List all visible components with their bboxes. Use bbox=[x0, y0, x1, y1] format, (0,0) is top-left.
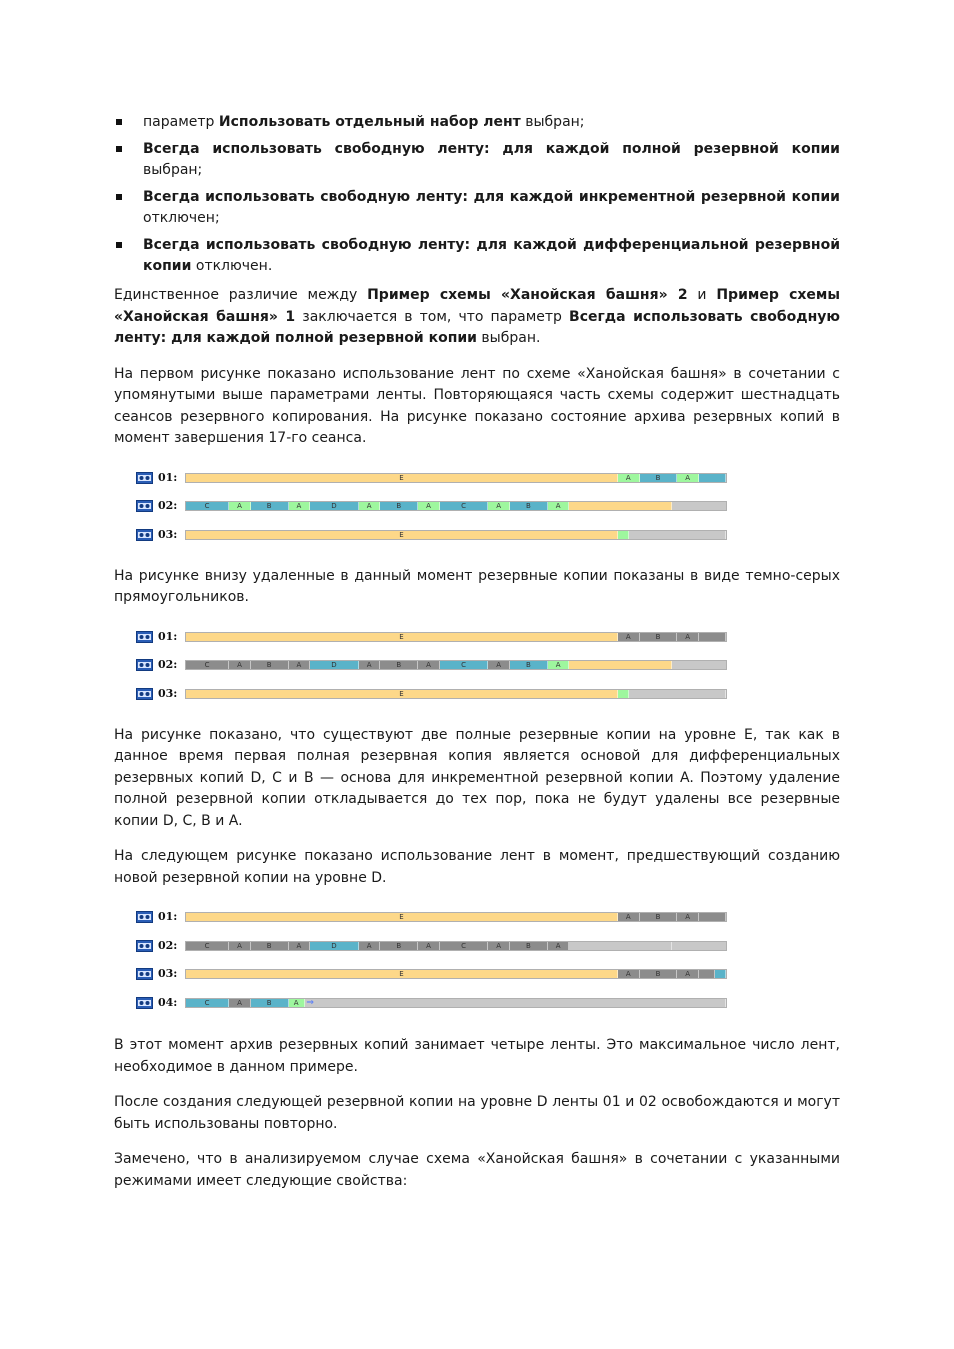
text: заключается в том, что параметр bbox=[295, 308, 570, 325]
backup-segment: D bbox=[310, 942, 359, 950]
backup-segment bbox=[618, 531, 629, 539]
bullet-item bbox=[114, 112, 840, 133]
tape-row bbox=[136, 940, 856, 953]
tape-row bbox=[136, 997, 856, 1010]
backup-segment: A bbox=[548, 502, 570, 510]
bullet-text: выбран; bbox=[520, 114, 585, 130]
bullet-square-icon bbox=[116, 119, 122, 125]
text: и bbox=[687, 287, 717, 303]
tape-bar bbox=[185, 998, 727, 1008]
backup-segment: B bbox=[251, 661, 289, 669]
backup-segment bbox=[699, 474, 726, 482]
bullet-list bbox=[114, 112, 840, 277]
tape-bar bbox=[185, 632, 727, 642]
tape-label: 03: bbox=[158, 967, 178, 980]
backup-segment: A bbox=[229, 502, 251, 510]
backup-segment: B bbox=[510, 942, 548, 950]
tape-cassette-icon bbox=[136, 911, 153, 923]
tape-bar bbox=[185, 501, 727, 511]
backup-segment: A bbox=[289, 942, 311, 950]
tape-cassette-icon bbox=[136, 968, 153, 980]
backup-segment: C bbox=[186, 999, 229, 1007]
tape-cassette-icon bbox=[136, 940, 153, 952]
text: Единственное различие между bbox=[114, 287, 368, 303]
tape-cassette-icon bbox=[136, 500, 153, 512]
backup-segment: A bbox=[229, 661, 251, 669]
document-page bbox=[114, 112, 840, 1206]
bold-text: Пример схемы «Ханойская башня» 1 bbox=[114, 287, 841, 325]
bullet-square-icon bbox=[116, 242, 122, 248]
tape-bar bbox=[185, 473, 727, 483]
backup-segment: A bbox=[229, 999, 251, 1007]
backup-segment: A bbox=[488, 942, 510, 950]
bullet-bold-text: Использовать отдельный набор лент bbox=[218, 114, 521, 130]
tape-row bbox=[136, 659, 856, 672]
backup-segment: C bbox=[186, 661, 229, 669]
tape-figure-2 bbox=[114, 631, 840, 725]
backup-segment: B bbox=[510, 661, 548, 669]
bold-text: Пример схемы «Ханойская башня» 2 bbox=[367, 287, 688, 303]
backup-segment: B bbox=[640, 913, 678, 921]
backup-segment: B bbox=[251, 502, 289, 510]
tape-bar bbox=[185, 912, 727, 922]
backup-segment: E bbox=[186, 970, 618, 978]
bullet-text: отключен. bbox=[191, 258, 273, 274]
backup-segment: C bbox=[186, 942, 229, 950]
bullet-square-icon bbox=[116, 194, 122, 200]
backup-segment: E bbox=[186, 531, 618, 539]
backup-segment: A bbox=[418, 942, 440, 950]
backup-segment: B bbox=[380, 502, 418, 510]
paragraph-explanation: На рисунке показано, что существуют две полные резервные копии на уровне E, так как в данное время первая полная резервная копия является основой для дифференциальных резервных копий D, C и B — основа для инкрементной резервной копии A. Поэтому удаление полной резервной копии откладывается до тех пор, пока не будут удалены все резервные копии D, C, B и A. bbox=[114, 726, 840, 829]
tape-row bbox=[136, 500, 856, 513]
backup-segment: A bbox=[548, 661, 570, 669]
tape-row bbox=[136, 529, 856, 542]
backup-segment: B bbox=[640, 970, 678, 978]
paragraph-properties: Замечено, что в анализируемом случае схема «Ханойская башня» в сочетании с указанными режимами имеет следующие свойства: bbox=[114, 1151, 840, 1189]
backup-segment: B bbox=[251, 942, 289, 950]
tape-row bbox=[136, 968, 856, 981]
backup-segment: A bbox=[359, 661, 381, 669]
paragraph-first-figure: На первом рисунке показано использование лент по схеме «Ханойская башня» в сочетании с упомянутыми выше параметрами ленты. Повторяющаяся часть схемы содержит шестнадцать сеансов резервного копирования. На рисунке показано состояние архива резервных копий в момент завершения 17-го сеанса. bbox=[114, 365, 840, 446]
backup-segment: E bbox=[186, 474, 618, 482]
bullet-bold-text: Всегда использовать свободную ленту: для каждой инкрементной резервной копии bbox=[143, 189, 840, 205]
backup-segment: E bbox=[186, 690, 618, 698]
bullet-text: выбран; bbox=[143, 162, 203, 178]
tape-figure-1 bbox=[114, 472, 840, 566]
backup-segment: E bbox=[186, 913, 618, 921]
backup-segment: C bbox=[440, 502, 489, 510]
backup-segment: A bbox=[229, 942, 251, 950]
tape-cassette-icon bbox=[136, 997, 153, 1009]
paragraph-deleted: На рисунке внизу удаленные в данный момент резервные копии показаны в виде темно-серых прямоугольников. bbox=[114, 567, 840, 605]
tape-label: 02: bbox=[158, 938, 178, 952]
backup-segment: A bbox=[677, 633, 699, 641]
backup-segment: B bbox=[640, 474, 678, 482]
backup-segment: A bbox=[677, 474, 699, 482]
tape-cassette-icon bbox=[136, 659, 153, 671]
tape-bar bbox=[185, 660, 727, 670]
bold-text: Всегда использовать свободную ленту: для каждой полной резервной копии bbox=[114, 308, 840, 346]
paragraph-difference bbox=[114, 285, 840, 350]
tape-label: 02: bbox=[158, 499, 178, 512]
backup-segment: B bbox=[380, 661, 418, 669]
tape-label: 03: bbox=[158, 686, 178, 700]
backup-segment: A bbox=[289, 999, 305, 1007]
backup-segment: A bbox=[418, 502, 440, 510]
tape-row bbox=[136, 631, 856, 644]
backup-segment bbox=[699, 913, 726, 921]
tape-label: 04: bbox=[158, 995, 178, 1009]
tape-cassette-icon bbox=[136, 631, 153, 643]
backup-segment bbox=[629, 690, 726, 698]
tape-label: 01: bbox=[158, 470, 178, 484]
backup-segment: A bbox=[418, 661, 440, 669]
backup-segment: B bbox=[510, 502, 548, 510]
backup-segment bbox=[569, 942, 672, 950]
tape-label: 02: bbox=[158, 658, 178, 671]
tape-row bbox=[136, 688, 856, 701]
backup-segment bbox=[316, 999, 726, 1007]
backup-segment: C bbox=[186, 502, 229, 510]
backup-segment: A bbox=[359, 502, 381, 510]
tape-cassette-icon bbox=[136, 529, 153, 541]
tape-bar bbox=[185, 969, 727, 979]
tape-bar bbox=[185, 530, 727, 540]
tape-cassette-icon bbox=[136, 688, 153, 700]
bullet-item bbox=[114, 187, 840, 229]
bullet-bold-text: Всегда использовать свободную ленту: для каждой дифференциальной резервной копии bbox=[143, 237, 840, 274]
backup-segment: A bbox=[488, 661, 510, 669]
backup-segment: A bbox=[618, 633, 640, 641]
tape-bar bbox=[185, 941, 727, 951]
backup-segment bbox=[569, 502, 672, 510]
backup-segment: B bbox=[640, 633, 678, 641]
tape-row bbox=[136, 472, 856, 485]
backup-segment: A bbox=[548, 942, 570, 950]
bullet-text: отключен; bbox=[143, 210, 220, 226]
backup-segment: B bbox=[380, 942, 418, 950]
backup-segment: D bbox=[310, 502, 359, 510]
backup-segment bbox=[618, 690, 629, 698]
backup-segment: A bbox=[618, 970, 640, 978]
tape-label: 03: bbox=[158, 527, 178, 541]
tape-label: 01: bbox=[158, 910, 178, 923]
backup-segment: A bbox=[289, 661, 311, 669]
backup-segment: A bbox=[289, 502, 311, 510]
tape-figure-3 bbox=[114, 911, 840, 1035]
backup-segment bbox=[699, 633, 726, 641]
tape-bar bbox=[185, 689, 727, 699]
paragraph-four-tapes: В этот момент архив резервных копий занимает четыре ленты. Это максимальное число лент, необходимое в данном примере. bbox=[114, 1037, 840, 1075]
bullet-text: параметр bbox=[143, 114, 219, 130]
backup-segment: A bbox=[359, 942, 381, 950]
backup-segment: C bbox=[440, 942, 489, 950]
backup-segment: C bbox=[440, 661, 489, 669]
backup-segment bbox=[629, 531, 726, 539]
bullet-item bbox=[114, 139, 840, 181]
text: выбран. bbox=[476, 330, 541, 346]
tape-label: 01: bbox=[158, 629, 178, 643]
backup-segment: E bbox=[186, 633, 618, 641]
backup-segment bbox=[699, 970, 715, 978]
backup-segment: ⇒ bbox=[306, 998, 314, 1007]
tape-row bbox=[136, 911, 856, 924]
backup-segment: A bbox=[677, 913, 699, 921]
paragraph-reuse: После создания следующей резервной копии на уровне D ленты 01 и 02 освобождаются и могут быть использованы повторно. bbox=[114, 1094, 840, 1132]
backup-segment: A bbox=[618, 474, 640, 482]
backup-segment bbox=[715, 970, 726, 978]
bullet-bold-text: Всегда использовать свободную ленту: для каждой полной резервной копии bbox=[143, 141, 840, 157]
tape-cassette-icon bbox=[136, 472, 153, 484]
backup-segment: A bbox=[618, 913, 640, 921]
backup-segment: B bbox=[251, 999, 289, 1007]
paragraph-next-figure: На следующем рисунке показано использование лент в момент, предшествующий созданию новой резервной копии на уровне D. bbox=[114, 848, 840, 886]
backup-segment bbox=[569, 661, 672, 669]
backup-segment: A bbox=[488, 502, 510, 510]
bullet-item bbox=[114, 235, 840, 277]
backup-segment: D bbox=[310, 661, 359, 669]
backup-segment: A bbox=[677, 970, 699, 978]
bullet-square-icon bbox=[116, 146, 122, 152]
